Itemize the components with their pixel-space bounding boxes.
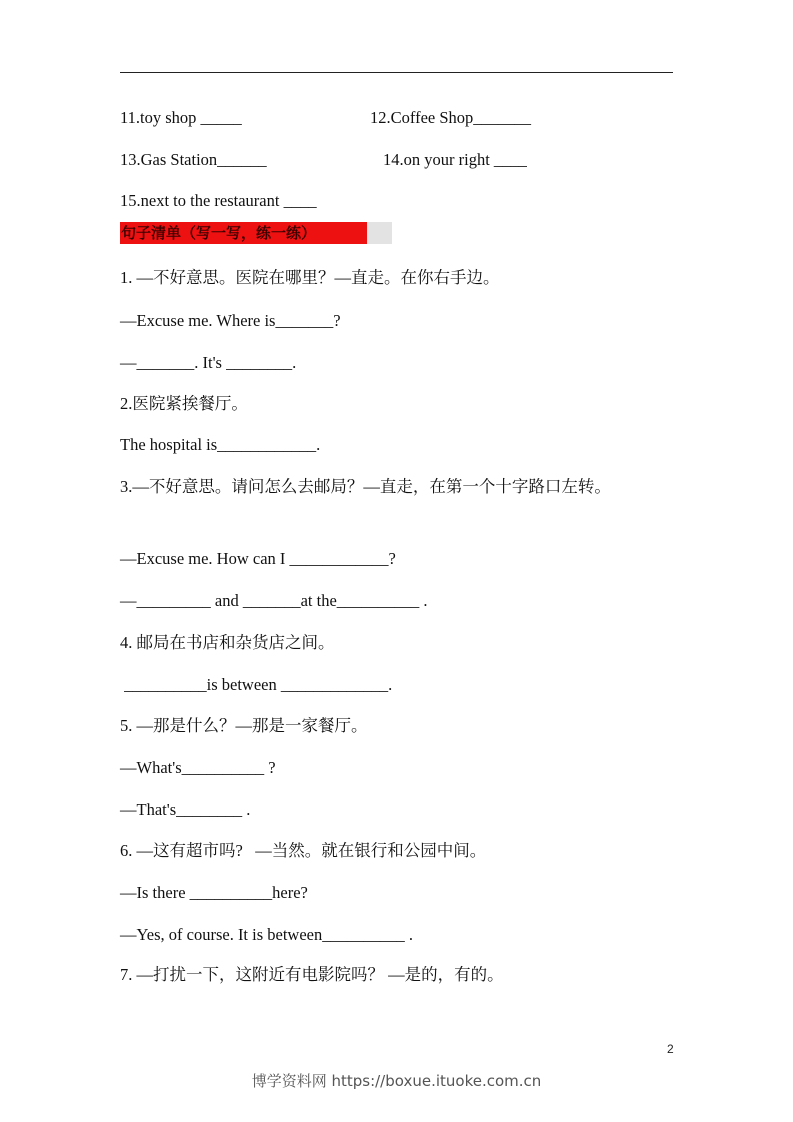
sentence-6-chinese: 6. —这有超市吗? —当然。就在银行和公园中间。 (120, 841, 487, 860)
vocab-item-15: 15.next to the restaurant ____ (120, 191, 317, 210)
vocab-item-11: 11.toy shop _____ (120, 108, 242, 127)
sentence-6-english-b: —Yes, of course. It is between__________ . (120, 925, 413, 944)
sentence-3-chinese: 3.—不好意思。请问怎么去邮局？—直走，在第一个十字路口左转。 (120, 477, 611, 496)
section-heading-box (120, 222, 392, 244)
vocab-item-12: 12.Coffee Shop_______ (370, 108, 532, 127)
sentence-5-chinese: 5. —那是什么？—那是一家餐厅。 (120, 716, 368, 735)
sentence-5-english-a: —What's__________ ? (120, 758, 276, 777)
sentence-1-chinese: 1. —不好意思。医院在哪里？—直走。在你右手边。 (120, 268, 500, 287)
page-number: 2 (667, 1042, 674, 1056)
sentence-3-english-b: —_________ and _______at the__________ . (120, 591, 428, 610)
sentence-2-english: The hospital is____________. (120, 435, 321, 454)
footer-watermark: 博学资料网 https://boxue.ituoke.com.cn (251, 1072, 542, 1090)
vocab-item-13: 13.Gas Station______ (120, 150, 267, 169)
sentence-5-english-b: —That's________ . (120, 800, 251, 819)
vocab-item-14: 14.on your right ____ (383, 150, 527, 169)
sentence-4-english: __________is between _____________. (120, 675, 393, 694)
sentence-4-chinese: 4. 邮局在书店和杂货店之间。 (120, 633, 335, 652)
sentence-1-english-b: —_______. It's ________. (120, 353, 297, 372)
section-heading: 句子清单（写一写，练一练） (120, 222, 367, 244)
header-rule (120, 72, 673, 73)
sentence-2-chinese: 2.医院紧挨餐厅。 (120, 394, 248, 413)
sentence-7-chinese: 7. —打扰一下，这附近有电影院吗？ —是的，有的。 (120, 965, 504, 984)
sentence-1-english-a: —Excuse me. Where is_______? (120, 311, 341, 330)
sentence-3-english-a: —Excuse me. How can I ____________? (120, 549, 396, 568)
sentence-6-english-a: —Is there __________here? (120, 883, 308, 902)
